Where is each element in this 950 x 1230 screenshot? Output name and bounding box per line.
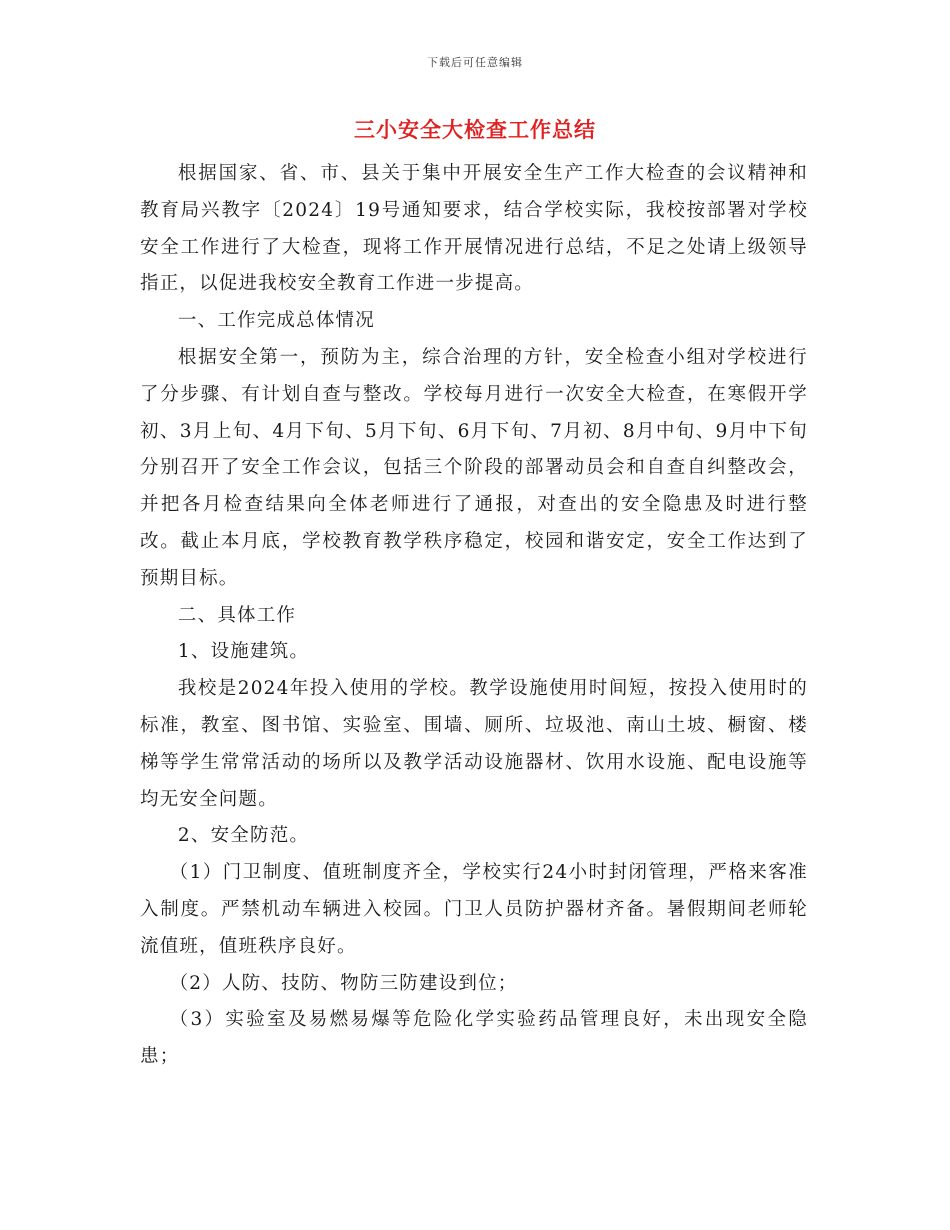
list-item-security-1: （1）门卫制度、值班制度齐全，学校实行24小时封闭管理，严格来客准入制度。严禁机动车辆进入校园。门卫人员防护器材齐备。暑假期间老师轮流值班，值班秩序良好。 <box>140 862 808 957</box>
heading-section-1: 一、工作完成总体情况 <box>177 310 375 332</box>
document-title: 三小安全大检查工作总结 <box>354 117 596 142</box>
paragraph-intro: 根据国家、省、市、县关于集中开展安全生产工作大检查的会议精神和教育局兴教字〔2024〕19号通知要求，结合学校实际，我校按部署对学校安全工作进行了大检查，现将工作开展情况进行总结，不足之处请上级领导指正，以促进我校安全教育工作进一步提高。 <box>140 163 808 295</box>
list-item-security-3: （3）实验室及易燃易爆等危险化学实验药品管理良好，未出现安全隐患； <box>140 1009 808 1068</box>
heading-section-2: 二、具体工作 <box>177 604 297 626</box>
subheading-facilities: 1、设施建筑。 <box>177 641 310 663</box>
list-item-security-2: （2）人防、技防、物防三防建设到位； <box>169 972 518 994</box>
paragraph-facilities: 我校是2024年投入使用的学校。教学设施使用时间短，按投入使用时的标准，教室、图书馆、实验室、围墙、厕所、垃圾池、南山土坡、橱窗、楼梯等学生常常活动的场所以及教学活动设施器材、饮用水设施、配电设施等均无安全问题。 <box>140 678 808 810</box>
document-body <box>140 156 808 1076</box>
subheading-security: 2、安全防范。 <box>177 825 310 847</box>
paragraph-overview: 根据安全第一，预防为主，综合治理的方针，安全检查小组对学校进行了分步骤、有计划自查与整改。学校每月进行一次安全大检查，在寒假开学初、3月上旬、4月下旬、5月下旬、6月下旬、7月初、8月中旬、9月中下旬分别召开了安全工作会议，包括三个阶段的部署动员会和自查自纠整改会，并把各月检查结果向全体老师进行了通报，对查出的安全隐患及时进行整改。截止本月底，学校教育教学秩序稳定，校园和谐安定，安全工作达到了预期目标。 <box>140 346 808 589</box>
page-header: 下载后可任意编辑 <box>427 56 523 69</box>
